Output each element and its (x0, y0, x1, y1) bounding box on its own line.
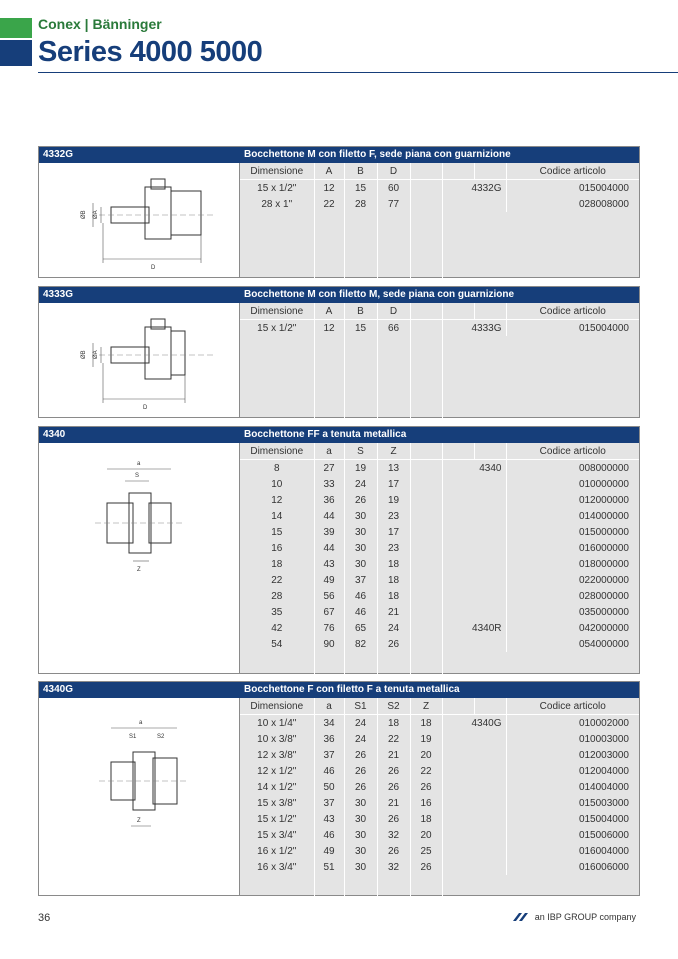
column-header (442, 163, 474, 180)
column-header: Codice articolo (506, 443, 639, 460)
cell-a: 12 (314, 320, 344, 337)
block-header (39, 682, 639, 698)
article-prefix: 4340R (442, 620, 506, 636)
article-prefix (442, 811, 506, 827)
cell-b: 30 (344, 811, 377, 827)
cell-dim: 14 x 1/2" (257, 781, 297, 793)
table-row (240, 715, 639, 732)
cell-dim: 15 (271, 526, 283, 538)
article-code: 015003000 (506, 795, 639, 811)
cell-dim: 15 x 1/2" (257, 813, 297, 825)
table-row (240, 636, 639, 652)
cell-d (410, 492, 442, 508)
table-row (240, 843, 639, 859)
drawing-label: S1 (129, 734, 137, 740)
cell-a: 90 (314, 636, 344, 652)
union-drawing (39, 163, 239, 277)
brand-name: Conex | Bänninger (38, 16, 162, 32)
cell-b: 30 (344, 859, 377, 875)
drawing-label: ØB (81, 350, 87, 359)
cell-a: 51 (314, 859, 344, 875)
cell-d (410, 320, 442, 337)
page-title: Series 4000 5000 (38, 36, 263, 68)
block-header (39, 147, 639, 163)
drawing-label: D (143, 405, 148, 411)
cell-c: 21 (377, 747, 410, 763)
spec-table (240, 303, 639, 418)
cell-dim: 28 (271, 590, 283, 602)
header-rule (38, 72, 678, 73)
cell-a: 34 (314, 715, 344, 732)
cell-b: 15 (344, 320, 377, 337)
table-header-row (240, 698, 639, 715)
block-body (39, 698, 639, 895)
article-code: 008000000 (506, 460, 639, 477)
filler-row (240, 652, 639, 674)
cell-c: 22 (377, 731, 410, 747)
cell-c: 32 (377, 827, 410, 843)
column-header (442, 303, 474, 320)
table-row (240, 811, 639, 827)
cell-b: 30 (344, 556, 377, 572)
cell-c: 23 (377, 540, 410, 556)
cell-d (410, 588, 442, 604)
cell-a: 46 (314, 763, 344, 779)
cell-d: 20 (410, 827, 442, 843)
article-code: 022000000 (506, 572, 639, 588)
drawing-label: Z (137, 818, 141, 824)
cell-d: 26 (410, 779, 442, 795)
article-code: 016006000 (506, 859, 639, 875)
table-row (240, 859, 639, 875)
cell-c: 32 (377, 859, 410, 875)
filler-row (240, 212, 639, 278)
cell-dim: 54 (271, 638, 283, 650)
brand-green-bar (0, 18, 32, 38)
article-prefix (442, 508, 506, 524)
article-code: 010003000 (506, 731, 639, 747)
cell-b: 26 (344, 747, 377, 763)
article-prefix (442, 859, 506, 875)
technical-drawing (39, 303, 240, 417)
article-code: 012000000 (506, 492, 639, 508)
article-code: 015000000 (506, 524, 639, 540)
cell-dim: 12 x 3/8" (257, 749, 297, 761)
cell-a: 27 (314, 460, 344, 477)
cell-a: 67 (314, 604, 344, 620)
product-code: 4333G (43, 289, 74, 300)
column-header (410, 163, 442, 180)
product-block (38, 426, 640, 674)
table-row (240, 492, 639, 508)
table-row (240, 827, 639, 843)
cell-dim: 12 (271, 494, 283, 506)
cell-c: 23 (377, 508, 410, 524)
cell-a: 39 (314, 524, 344, 540)
article-prefix (442, 747, 506, 763)
block-header (39, 287, 639, 303)
cell-b: 46 (344, 604, 377, 620)
article-prefix (442, 636, 506, 652)
cell-d (410, 636, 442, 652)
column-header: D (377, 163, 410, 180)
article-code: 010000000 (506, 476, 639, 492)
cell-c: 21 (377, 604, 410, 620)
cell-b: 30 (344, 540, 377, 556)
cell-d: 20 (410, 747, 442, 763)
drawing-label: ØA (93, 210, 99, 219)
block-body (39, 163, 639, 277)
cell-d: 18 (410, 811, 442, 827)
article-code: 014004000 (506, 779, 639, 795)
table-row (240, 196, 639, 212)
cell-dim: 16 x 3/4" (257, 861, 297, 873)
column-header: Dimensione (240, 443, 314, 460)
cell-d: 19 (410, 731, 442, 747)
drawing-label: S2 (157, 734, 165, 740)
table-row (240, 476, 639, 492)
column-header: S2 (377, 698, 410, 715)
cell-c: 26 (377, 763, 410, 779)
cell-d: 26 (410, 859, 442, 875)
cell-c: 17 (377, 476, 410, 492)
article-prefix: 4332G (442, 180, 506, 197)
article-prefix (442, 492, 506, 508)
product-code: 4332G (43, 149, 74, 160)
article-prefix (442, 196, 506, 212)
drawing-label: a (137, 461, 141, 467)
cell-b: 30 (344, 524, 377, 540)
technical-drawing (39, 163, 240, 277)
cell-dim: 8 (273, 462, 280, 474)
cell-b: 30 (344, 508, 377, 524)
table-header-row (240, 303, 639, 320)
cell-a: 50 (314, 779, 344, 795)
article-prefix (442, 779, 506, 795)
table-header-row (240, 163, 639, 180)
cell-d: 22 (410, 763, 442, 779)
cell-a: 33 (314, 476, 344, 492)
article-prefix (442, 476, 506, 492)
table-row (240, 747, 639, 763)
article-prefix (442, 556, 506, 572)
column-header: Z (410, 698, 442, 715)
cell-dim: 10 x 1/4" (257, 717, 297, 729)
column-header: a (314, 443, 344, 460)
table-row (240, 572, 639, 588)
company-text: an IBP GROUP company (534, 912, 636, 922)
cell-a: 37 (314, 795, 344, 811)
column-header: Codice articolo (506, 698, 639, 715)
article-code: 054000000 (506, 636, 639, 652)
column-header (474, 443, 506, 460)
column-header (410, 303, 442, 320)
cell-c: 21 (377, 795, 410, 811)
article-code: 015004000 (506, 180, 639, 197)
article-prefix (442, 604, 506, 620)
cell-c: 26 (377, 636, 410, 652)
union-drawing (39, 698, 239, 895)
table-row (240, 588, 639, 604)
article-prefix: 4333G (442, 320, 506, 337)
cell-a: 43 (314, 556, 344, 572)
cell-b: 24 (344, 731, 377, 747)
cell-a: 43 (314, 811, 344, 827)
column-header: Z (377, 443, 410, 460)
cell-c: 18 (377, 572, 410, 588)
article-code: 042000000 (506, 620, 639, 636)
table-row (240, 524, 639, 540)
column-header: S1 (344, 698, 377, 715)
cell-c: 17 (377, 524, 410, 540)
cell-d (410, 180, 442, 197)
column-header: D (377, 303, 410, 320)
cell-dim: 15 x 1/2" (257, 322, 297, 334)
cell-b: 37 (344, 572, 377, 588)
cell-d (410, 460, 442, 477)
union-tail (171, 191, 201, 235)
cell-dim: 10 x 3/8" (257, 733, 297, 745)
cell-b: 24 (344, 715, 377, 732)
article-code: 035000000 (506, 604, 639, 620)
spec-table (240, 443, 639, 674)
cell-b: 28 (344, 196, 377, 212)
column-header: Codice articolo (506, 163, 639, 180)
union-tail (171, 331, 185, 375)
cell-a: 44 (314, 540, 344, 556)
cell-dim: 22 (271, 574, 283, 586)
article-code: 016000000 (506, 540, 639, 556)
article-code: 015006000 (506, 827, 639, 843)
product-title: Bocchettone F con filetto F a tenuta metallica (244, 684, 460, 695)
article-code: 012003000 (506, 747, 639, 763)
cell-c: 66 (377, 320, 410, 337)
cell-a: 56 (314, 588, 344, 604)
cell-c: 18 (377, 556, 410, 572)
column-header (410, 443, 442, 460)
article-code: 010002000 (506, 715, 639, 732)
filler-row (240, 875, 639, 896)
cell-d (410, 476, 442, 492)
block-body (39, 443, 639, 673)
cell-b: 24 (344, 476, 377, 492)
cell-d (410, 604, 442, 620)
cell-dim: 15 x 3/4" (257, 829, 297, 841)
cell-c: 19 (377, 492, 410, 508)
cell-dim: 10 (271, 478, 283, 490)
drawing-label: ØB (81, 210, 87, 219)
cell-b: 26 (344, 779, 377, 795)
article-code: 015004000 (506, 320, 639, 337)
cell-b: 30 (344, 843, 377, 859)
table-row (240, 540, 639, 556)
cell-d (410, 572, 442, 588)
cell-d: 25 (410, 843, 442, 859)
product-code: 4340G (43, 684, 74, 695)
cell-b: 65 (344, 620, 377, 636)
cell-b: 19 (344, 460, 377, 477)
table-row (240, 180, 639, 197)
technical-drawing (39, 698, 240, 895)
product-title: Bocchettone M con filetto M, sede piana con guarnizione (244, 289, 515, 300)
cell-c: 13 (377, 460, 410, 477)
cell-c: 60 (377, 180, 410, 197)
article-prefix (442, 763, 506, 779)
cell-a: 22 (314, 196, 344, 212)
cell-dim: 15 x 3/8" (257, 797, 297, 809)
ibp-logo-icon (511, 913, 531, 923)
company-footer (511, 912, 636, 923)
cell-dim: 16 (271, 542, 283, 554)
article-code: 028008000 (506, 196, 639, 212)
cell-c: 77 (377, 196, 410, 212)
cell-b: 26 (344, 492, 377, 508)
table-row (240, 620, 639, 636)
cell-dim: 14 (271, 510, 283, 522)
cell-d: 18 (410, 715, 442, 732)
article-prefix (442, 731, 506, 747)
product-block (38, 286, 640, 418)
column-header: Dimensione (240, 303, 314, 320)
cell-d (410, 508, 442, 524)
column-header: Codice articolo (506, 303, 639, 320)
drawing-label: a (139, 720, 143, 726)
table-row (240, 795, 639, 811)
cell-d (410, 556, 442, 572)
cell-d (410, 540, 442, 556)
article-prefix (442, 524, 506, 540)
column-header: S (344, 443, 377, 460)
cell-b: 15 (344, 180, 377, 197)
table-row (240, 508, 639, 524)
table-row (240, 320, 639, 337)
product-title: Bocchettone M con filetto F, sede piana con guarnizione (244, 149, 511, 160)
cell-a: 36 (314, 731, 344, 747)
union-drawing (39, 443, 239, 673)
spec-table (240, 163, 639, 278)
cell-c: 18 (377, 588, 410, 604)
drawing-label: S (135, 473, 140, 479)
column-header (442, 443, 474, 460)
article-code: 015004000 (506, 811, 639, 827)
cell-dim: 15 x 1/2" (257, 182, 297, 194)
cell-a: 49 (314, 572, 344, 588)
cell-a: 12 (314, 180, 344, 197)
article-code: 014000000 (506, 508, 639, 524)
drawing-label: Z (137, 567, 141, 573)
cell-a: 36 (314, 492, 344, 508)
cell-a: 76 (314, 620, 344, 636)
product-code: 4340 (43, 429, 66, 440)
article-prefix (442, 540, 506, 556)
article-code: 016004000 (506, 843, 639, 859)
column-header: Dimensione (240, 163, 314, 180)
cell-c: 24 (377, 620, 410, 636)
cell-dim: 42 (271, 622, 283, 634)
cell-c: 18 (377, 715, 410, 732)
cell-dim: 12 x 1/2" (257, 765, 297, 777)
table-row (240, 604, 639, 620)
article-prefix (442, 843, 506, 859)
drawing-label: ØA (93, 350, 99, 359)
cell-dim: 28 x 1" (261, 198, 293, 210)
table-row (240, 731, 639, 747)
table-row (240, 763, 639, 779)
cell-b: 30 (344, 827, 377, 843)
cell-c: 26 (377, 779, 410, 795)
cell-dim: 35 (271, 606, 283, 618)
column-header: B (344, 163, 377, 180)
cell-d (410, 620, 442, 636)
column-header: Dimensione (240, 698, 314, 715)
column-header: a (314, 698, 344, 715)
block-header (39, 427, 639, 443)
column-header: A (314, 303, 344, 320)
table-header-row (240, 443, 639, 460)
article-code: 028000000 (506, 588, 639, 604)
cell-b: 46 (344, 588, 377, 604)
page-number: 36 (38, 912, 51, 924)
product-block (38, 681, 640, 896)
article-prefix (442, 795, 506, 811)
cell-dim: 16 x 1/2" (257, 845, 297, 857)
block-body (39, 303, 639, 417)
cell-a: 37 (314, 747, 344, 763)
article-prefix: 4340G (442, 715, 506, 732)
column-header (474, 163, 506, 180)
union-drawing (39, 303, 239, 417)
cell-c: 26 (377, 843, 410, 859)
column-header (442, 698, 474, 715)
table-row (240, 779, 639, 795)
product-title: Bocchettone FF a tenuta metallica (244, 429, 407, 440)
article-prefix (442, 827, 506, 843)
article-prefix (442, 588, 506, 604)
technical-drawing (39, 443, 240, 673)
cell-b: 30 (344, 795, 377, 811)
cell-d: 16 (410, 795, 442, 811)
drawing-label: D (151, 265, 156, 271)
cell-b: 82 (344, 636, 377, 652)
article-prefix: 4340 (442, 460, 506, 477)
column-header: B (344, 303, 377, 320)
column-header (474, 698, 506, 715)
article-prefix (442, 572, 506, 588)
column-header: A (314, 163, 344, 180)
spec-table (240, 698, 639, 896)
cell-d (410, 524, 442, 540)
cell-dim: 18 (271, 558, 283, 570)
column-header (474, 303, 506, 320)
brand-blue-bar (0, 40, 32, 66)
product-block (38, 146, 640, 278)
cell-a: 46 (314, 827, 344, 843)
article-code: 012004000 (506, 763, 639, 779)
cell-a: 44 (314, 508, 344, 524)
cell-c: 26 (377, 811, 410, 827)
filler-row (240, 336, 639, 418)
table-row (240, 460, 639, 477)
cell-d (410, 196, 442, 212)
article-code: 018000000 (506, 556, 639, 572)
cell-b: 26 (344, 763, 377, 779)
cell-a: 49 (314, 843, 344, 859)
table-row (240, 556, 639, 572)
